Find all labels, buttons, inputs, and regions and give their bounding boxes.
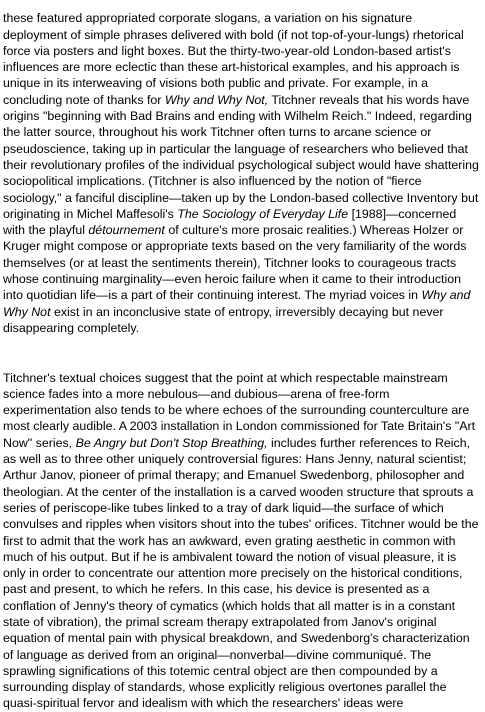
title-sociology-of-everyday-life: The Sociology of Everyday Life bbox=[177, 206, 349, 221]
paragraph-1-text: Titchner reveals that his words have origins "beginning with Bad Brains and ending with Wilhelm Reich." Indeed, regarding the latter source, throughout his work Titchner often turns to arcane science or pseudoscience, taking up in particular the language of researchers who believed that their revolutionary profiles of the individual psychological subject would have shattering sociopolitical implications. (Titchner is also influenced by the notion of "fierce sociology," a fanciful discipline—taken up by the London-based collective Inventory but originating in Michel Maffesoli's bbox=[3, 92, 479, 221]
title-why-and-why-not: Why and Why Not, bbox=[164, 92, 269, 107]
term-detournement: détournement bbox=[88, 223, 165, 238]
body-paragraph-1 bbox=[3, 0, 479, 336]
paragraph-1-text: [1988]—concerned with the playful bbox=[3, 206, 457, 238]
paragraph-1-text: exist in an inconclusive state of entropy, irreversibly decaying but never disappearing completely. bbox=[3, 304, 444, 335]
title-why-and-why-not: Why and Why Not bbox=[3, 288, 471, 319]
paragraph-2-text: includes further references to Reich, as well as to three other uniquely controversial figures: Hans Jenny, natural scientist; Arthur Janov, pioneer of primal therapy; and Emanuel Swedenborg, philosopher and theologian. At the center of the installation is a carved wooden structure that sprouts a series of periscope-like tubes linked to a tray of dark liquid—the surface of which convulses and ripples when visitors shout into the tubes' orifices. Titchner would be the first to admit that the work has an awkward, even grating aesthetic in common with much of his output. But if he is ambivalent toward the notion of visual pleasure, it is only in order to concentrate our attention more precisely on the historical conditions, past and present, to which he refers. In this case, his device is presented as a conflation of Jenny's theory of cymatics (which holds that all matter is in a constant state of vibration), the primal scream therapy extrapolated from Janov's original equation of mental pain with physical breakdown, and Swedenborg's characterization of language as derived from an original—nonverbal—divine communiqué. The sprawling significations of this totemic central object are then compounded by a surrounding display of standards, whose explicitly religious overtones parallel the quasi-spiritual fervor and idealism with which the researchers' ideas were bbox=[3, 435, 479, 711]
paragraph-1-text: these featured appropriated corporate slogans, a variation on his signature deployment of simple phrases delivered with bold (if not top-of-your-lungs) rhetorical force via posters and light boxes. But the thirty-two-year-old London-based artist's influences are more eclectic than these art-historical examples, and his approach is unique in its interweaving of visions both public and private. For example, in a concluding note of thanks for bbox=[3, 11, 464, 107]
paragraph-2-text: Titchner's textual choices suggest that the point at which respectable mainstream science fades into a more nebulous—and dubious—arena of free-form experimentation also tends to be where echoes of the surrounding counterculture are most clearly audible. A 2003 installation in London commissioned for Tate Britain's "Art Now" series, bbox=[3, 370, 476, 450]
title-be-angry-but-dont-stop-breathing: Be Angry but Don't Stop Breathing, bbox=[75, 435, 268, 450]
body-paragraph-2 bbox=[3, 353, 479, 712]
paragraph-1-text: of culture's more prosaic realities.) Whereas Holzer or Kruger might compose or appropriate texts based on the very familiarity of the words themselves (or at least the sentiments therein), Titchner looks to courageous tracts whose continuing marginality—even heroic failure when it came to their introduction into quotidian life—is a part of their continuing interest. The myriad voices in bbox=[3, 223, 467, 303]
